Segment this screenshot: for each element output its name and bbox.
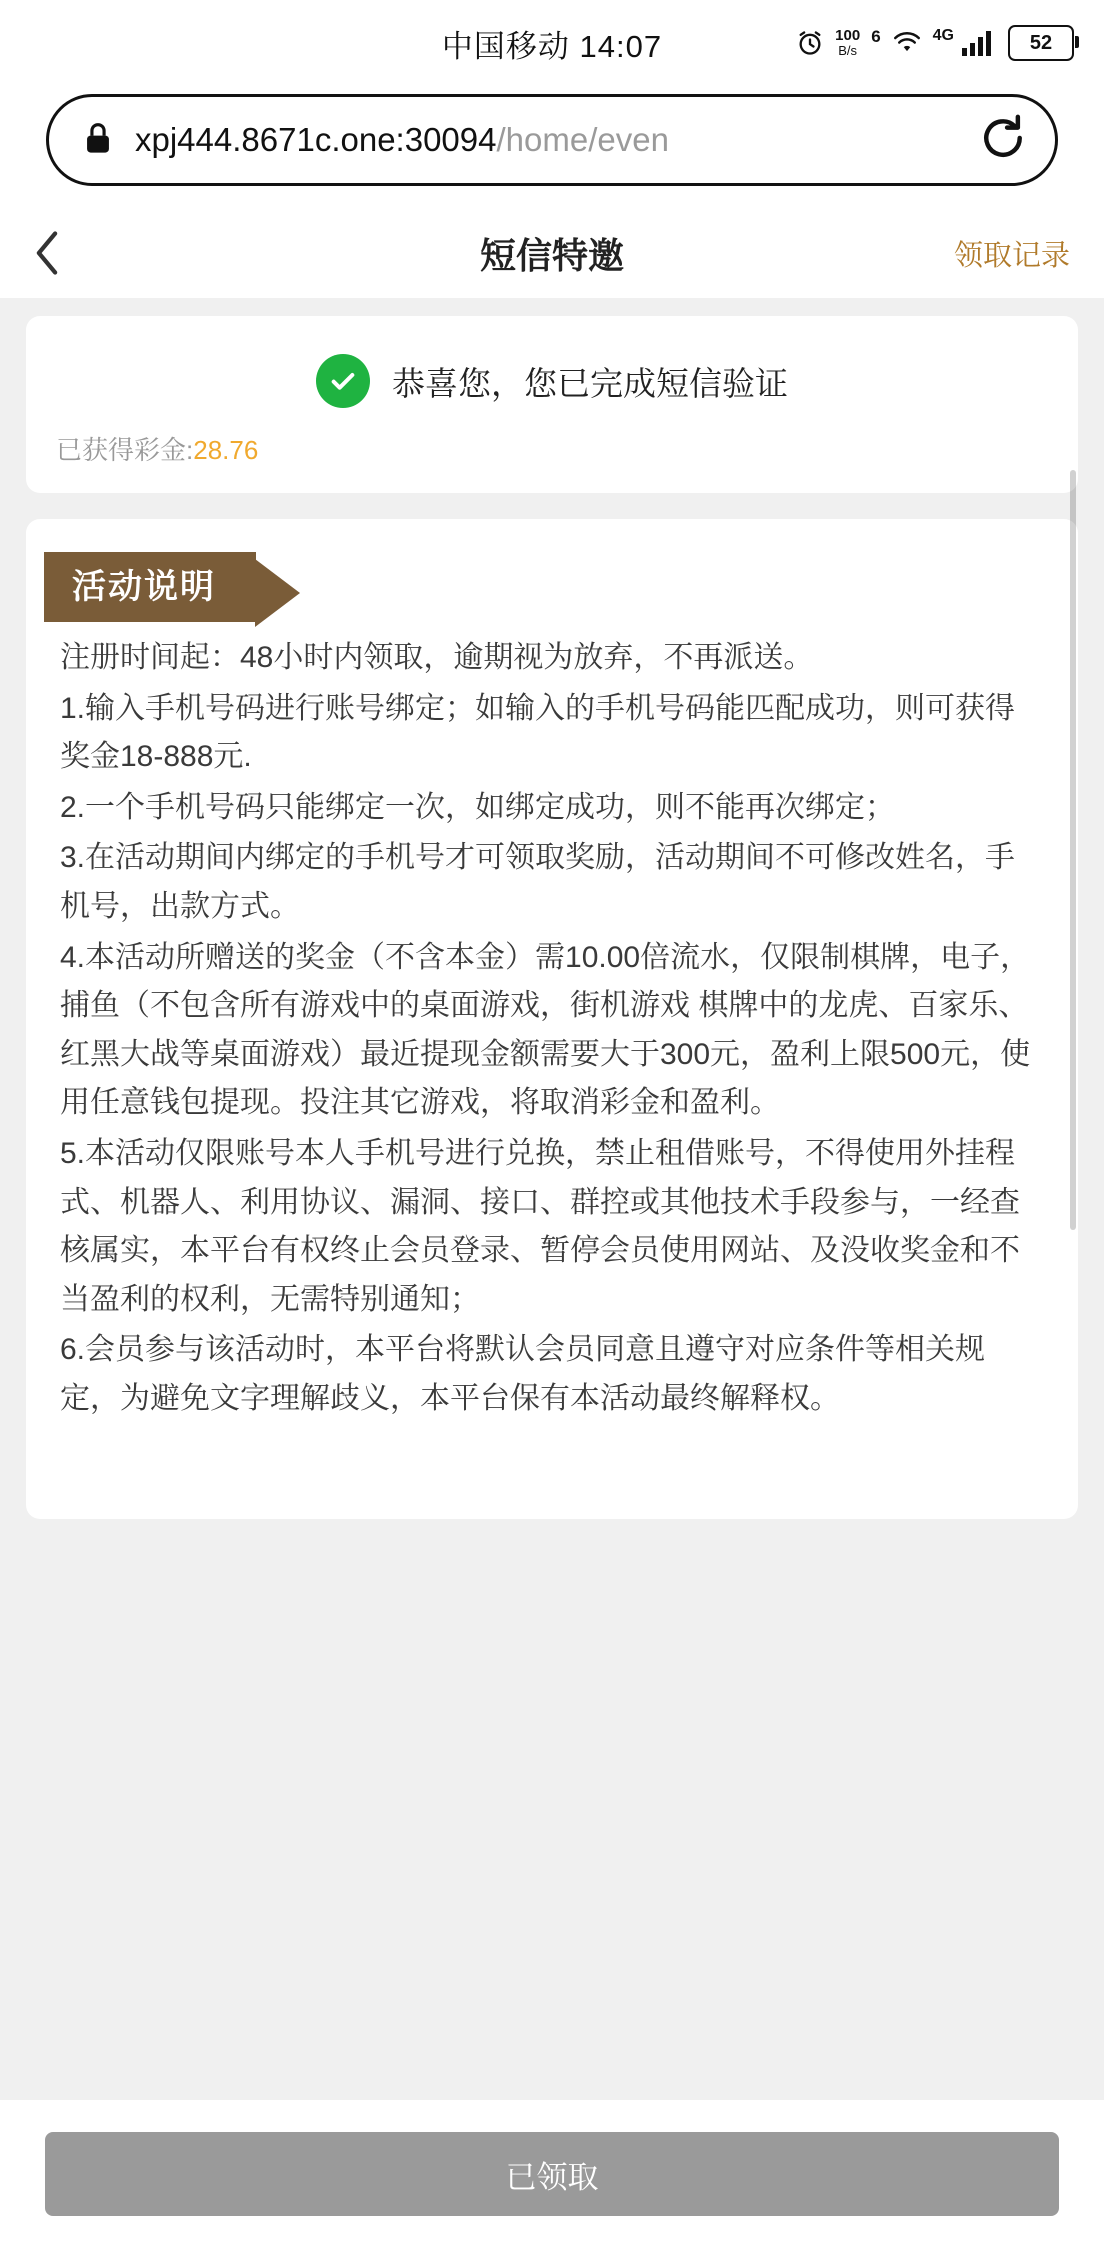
lock-icon	[83, 121, 113, 160]
network-speed	[835, 28, 860, 58]
verification-row	[56, 354, 1048, 408]
activity-description-text	[26, 608, 1078, 1424]
description-paragraph: 2.一个手机号码只能绑定一次，如绑定成功，则不能再次绑定；	[60, 790, 896, 824]
mobile-network-label: 4G	[932, 27, 954, 44]
status-icons	[796, 0, 1074, 86]
bonus-label: 已获得彩金:	[56, 435, 194, 465]
carrier-and-time	[442, 21, 662, 66]
claim-records-link[interactable]: 领取记录	[953, 239, 1070, 272]
page-scrollbar[interactable]	[1070, 470, 1076, 1230]
network-speed-value: 100	[835, 27, 861, 44]
ribbon-tip	[255, 559, 300, 627]
page-title: 短信特邀	[479, 234, 624, 276]
reload-icon[interactable]	[977, 112, 1029, 169]
battery-indicator	[1008, 25, 1074, 61]
status-bar	[0, 0, 1104, 86]
description-paragraph: 1.输入手机号码进行账号绑定；如输入的手机号码能匹配成功，则可获得奖金18-888元.	[60, 691, 1016, 774]
bottom-action-bar	[0, 2100, 1104, 2248]
battery-level: 52	[1029, 31, 1053, 54]
description-paragraph: 3.在活动期间内绑定的手机号才可领取奖励，活动期间不可修改姓名，手机号，出款方式。	[60, 841, 1016, 923]
alarm-icon	[796, 29, 824, 57]
bonus-amount: 28.76	[193, 435, 259, 465]
wifi-icon	[892, 31, 922, 55]
ribbon-title: 活动说明	[44, 552, 256, 622]
description-paragraph: 注册时间起：48小时内领取，逾期视为放弃，不再派送。	[60, 641, 814, 674]
bonus-line	[56, 430, 1048, 467]
activity-description-card	[26, 519, 1078, 1519]
description-paragraph: 6.会员参与该活动时，本平台将默认会员同意且遵守对应条件等相关规定，为避免文字理解歧义，本平台保有本活动最终解释权。	[60, 1333, 986, 1415]
claim-button[interactable]: 已领取	[45, 2132, 1059, 2216]
back-chevron-icon[interactable]	[34, 230, 80, 276]
activity-description-ribbon	[44, 559, 256, 608]
carrier-label: 中国移动	[441, 28, 570, 64]
url-text[interactable]	[135, 121, 963, 159]
address-bar[interactable]	[46, 94, 1058, 186]
description-paragraph: 5.本活动仅限账号本人手机号进行兑换，禁止租借账号，不得使用外挂程式、机器人、利用协议、漏洞、接口、群控或其他技术手段参与，一经查核属实，本平台有权终止会员登录、暂停会员使用网站、及没收奖金和不当盈利的权利，无需特别通知；	[60, 1136, 1020, 1316]
six-g-label: 6	[871, 27, 881, 46]
url-host: xpj444.8671c.one:30094	[135, 121, 497, 158]
description-paragraph: 4.本活动所赠送的奖金（不含本金）需10.00倍流水，仅限制棋牌，电子，捕鱼（不包含所有游戏中的桌面游戏，街机游戏 棋牌中的龙虎、百家乐、红黑大战等桌面游戏）最近提现金额需要大于300元，盈利上限500元，使用任意钱包提现。投注其它游戏，将取消彩金和盈利。	[60, 940, 1031, 1120]
status-time: 14:07	[579, 28, 663, 64]
check-circle-icon	[316, 354, 370, 408]
signal-bars-icon	[961, 30, 993, 56]
network-speed-unit: B/s	[838, 43, 858, 58]
page-header	[0, 208, 1104, 298]
browser-toolbar	[0, 86, 1104, 208]
verification-card	[26, 316, 1078, 493]
url-path: /home/even	[496, 121, 669, 158]
verification-message: 恭喜您，您已完成短信验证	[392, 364, 788, 402]
page-content	[0, 298, 1104, 2150]
